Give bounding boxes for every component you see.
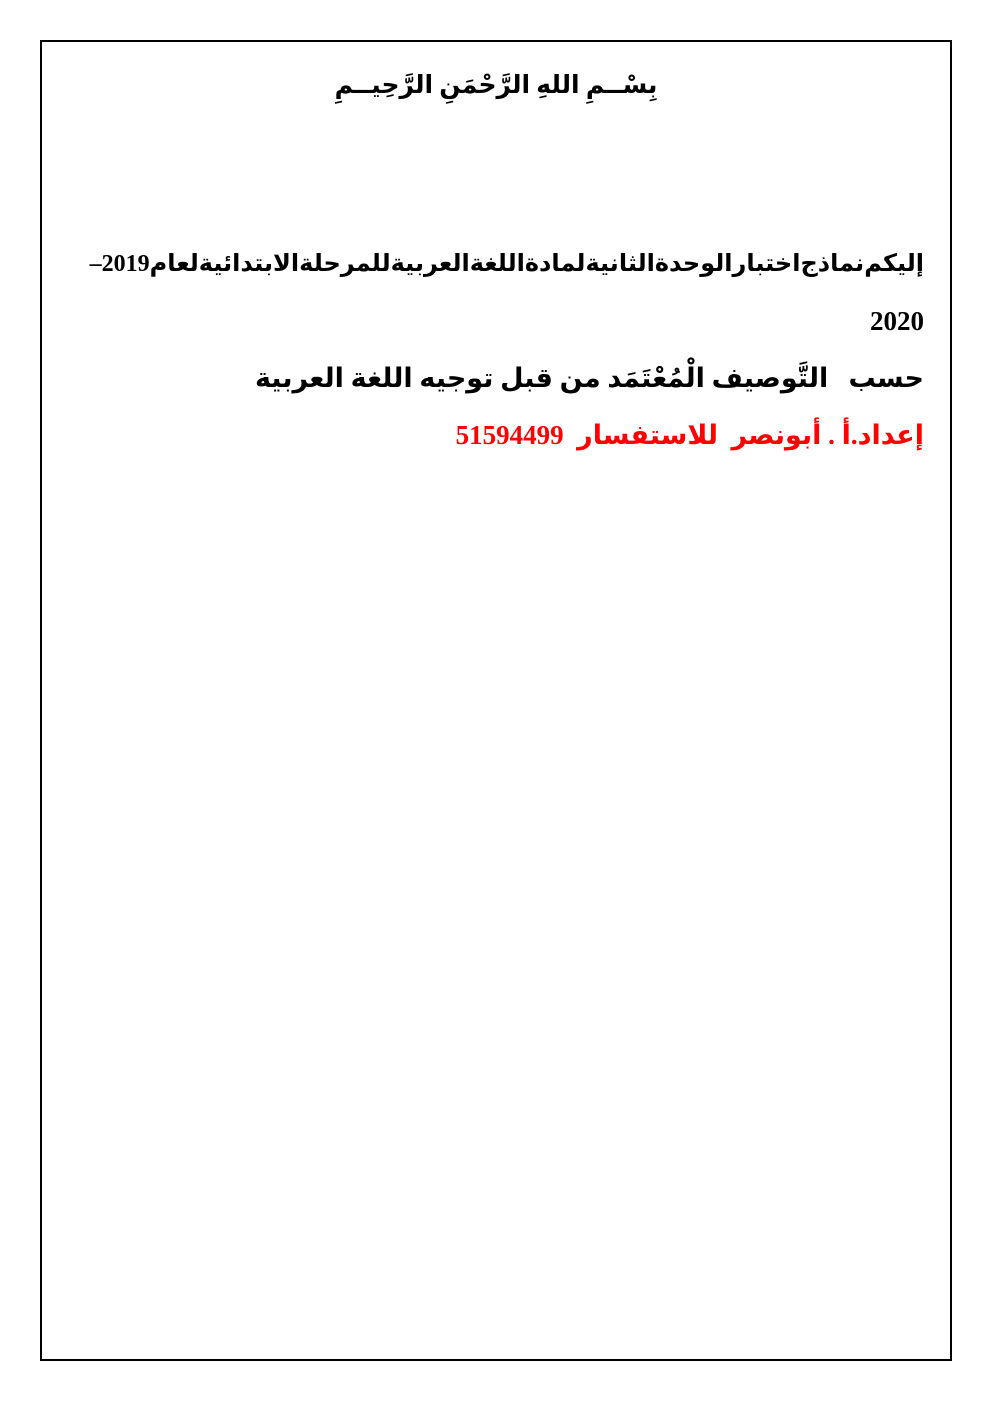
intro-word: للمرحلة [299, 251, 391, 277]
intro-word: لعام [149, 251, 199, 277]
intro-word: الثانية [585, 251, 655, 277]
intro-word: اللغة [469, 251, 525, 277]
intro-text-block [90, 236, 924, 464]
description-line: حسب التَّوصيف الْمُعْتَمَد من قبل توجيه اللغة العربية [254, 363, 924, 393]
intro-line-year-end: 2020 [870, 306, 924, 336]
intro-line-title-year-start [90, 236, 924, 293]
intro-word: الابتدائية [198, 251, 300, 277]
preparer-contact-line: إعداد.أ . أبونصر للاستفسار 51594499 [455, 420, 924, 450]
intro-word: لمادة [524, 251, 586, 277]
intro-word: نماذج [800, 251, 865, 277]
intro-word: إليكم [864, 251, 924, 277]
intro-word: العربية [390, 251, 470, 277]
intro-word: اختبار [732, 251, 801, 277]
intro-word: الوحدة [654, 251, 733, 277]
intro-word: 2019– [89, 251, 150, 277]
basmala-calligraphy: بِسْــمِ اللهِ الرَّحْمَنِ الرَّحِيــمِ [334, 72, 658, 99]
